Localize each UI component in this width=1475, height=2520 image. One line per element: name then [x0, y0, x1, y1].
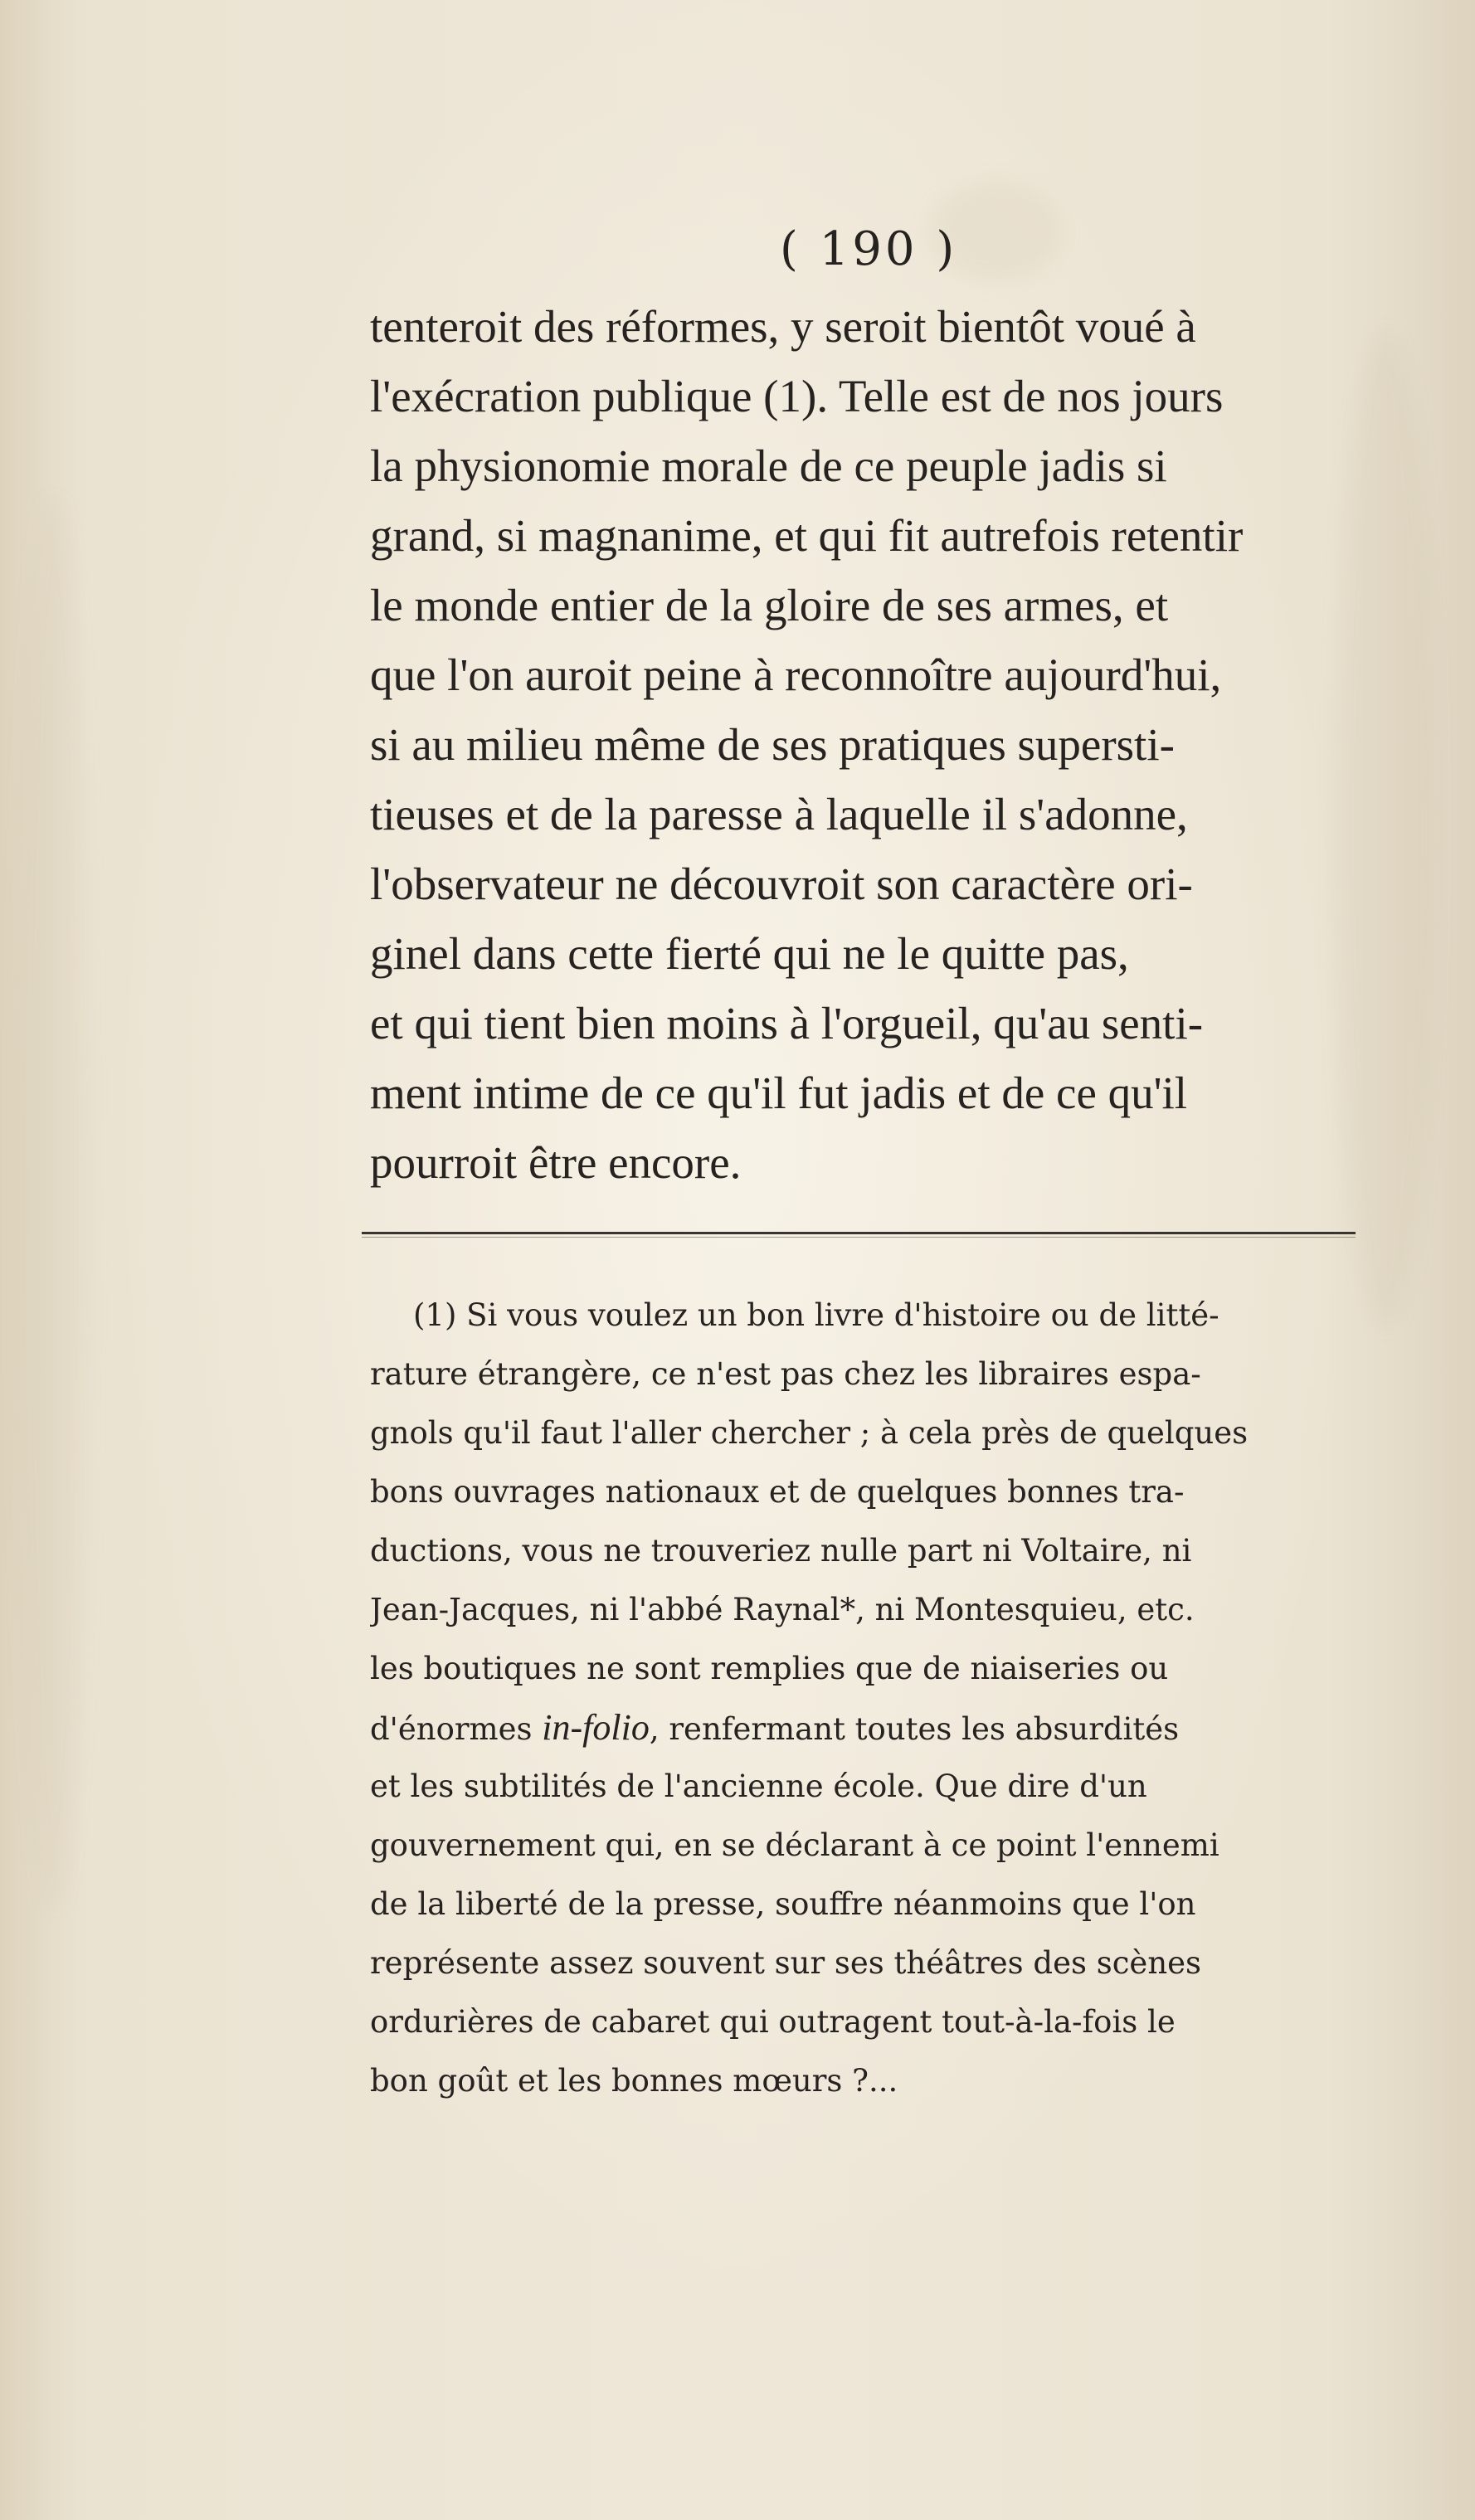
footnote-line: ordurières de cabaret qui outragent tout-à-la-fois le	[370, 2004, 1176, 2040]
footnote-line: bons ouvrages nationaux et de quelques bonnes tra-	[370, 1474, 1185, 1510]
footnote-line: (1) Si vous voulez un bon livre d'histoire ou de litté-	[413, 1297, 1219, 1333]
page-number: ( 190 )	[780, 222, 958, 276]
footnote	[370, 1286, 1407, 2110]
footnote-line	[370, 1698, 1407, 1757]
text-line: si au milieu même de ses pratiques supersti-	[370, 719, 1175, 770]
italic-term: in-folio	[542, 1707, 650, 1748]
text-line: ginel dans cette fierté qui ne le quitte pas,	[370, 928, 1129, 979]
footnote-line: gouvernement qui, en se déclarant à ce point l'ennemi	[370, 1827, 1219, 1863]
footnote-text: d'énormes	[370, 1711, 543, 1747]
text-line: tieuses et de la paresse à laquelle il s'adonne,	[370, 789, 1188, 839]
footnote-line: représente assez souvent sur ses théâtres des scènes	[370, 1945, 1202, 1981]
paper-edge-shadow	[17, 498, 91, 1908]
footnote-separator-rule	[362, 1232, 1356, 1234]
text-line: la physionomie morale de ce peuple jadis si	[370, 440, 1167, 491]
footnote-text: , renfermant toutes les absurdités	[649, 1711, 1180, 1747]
footnote-line: bon goût et les bonnes mœurs ?...	[370, 2063, 898, 2099]
text-line: tenteroit des réformes, y seroit bientôt voué à	[370, 301, 1196, 352]
text-line: ment intime de ce qu'il fut jadis et de ce qu'il	[370, 1068, 1188, 1118]
body-text	[370, 292, 1407, 1198]
text-line: grand, si magnanime, et qui fit autrefois retentir	[370, 510, 1244, 561]
footnote-line: Jean-Jacques, ni l'abbé Raynal*, ni Montesquieu, etc.	[370, 1592, 1195, 1627]
text-line: que l'on auroit peine à reconnoître aujourd'hui,	[370, 649, 1222, 700]
text-line: le monde entier de la gloire de ses armes, et	[370, 580, 1169, 630]
footnote-line: gnols qu'il faut l'aller chercher ; à cela près de quelques	[370, 1415, 1249, 1451]
text-line: l'exécration publique (1). Telle est de nos jours	[370, 371, 1224, 421]
footnote-line: ductions, vous ne trouveriez nulle part ni Voltaire, ni	[370, 1533, 1192, 1569]
text-line: l'observateur ne découvroit son caractère ori-	[370, 859, 1193, 909]
text-line: pourroit être encore.	[370, 1137, 742, 1188]
footnote-line: de la liberté de la presse, souffre néanmoins que l'on	[370, 1886, 1196, 1922]
footnote-line: et les subtilités de l'ancienne école. Que dire d'un	[370, 1768, 1147, 1804]
text-line: et qui tient bien moins à l'orgueil, qu'au senti-	[370, 998, 1204, 1048]
footnote-line: rature étrangère, ce n'est pas chez les libraires espa-	[370, 1356, 1201, 1392]
footnote-line: les boutiques ne sont remplies que de niaiseries ou	[370, 1651, 1169, 1686]
